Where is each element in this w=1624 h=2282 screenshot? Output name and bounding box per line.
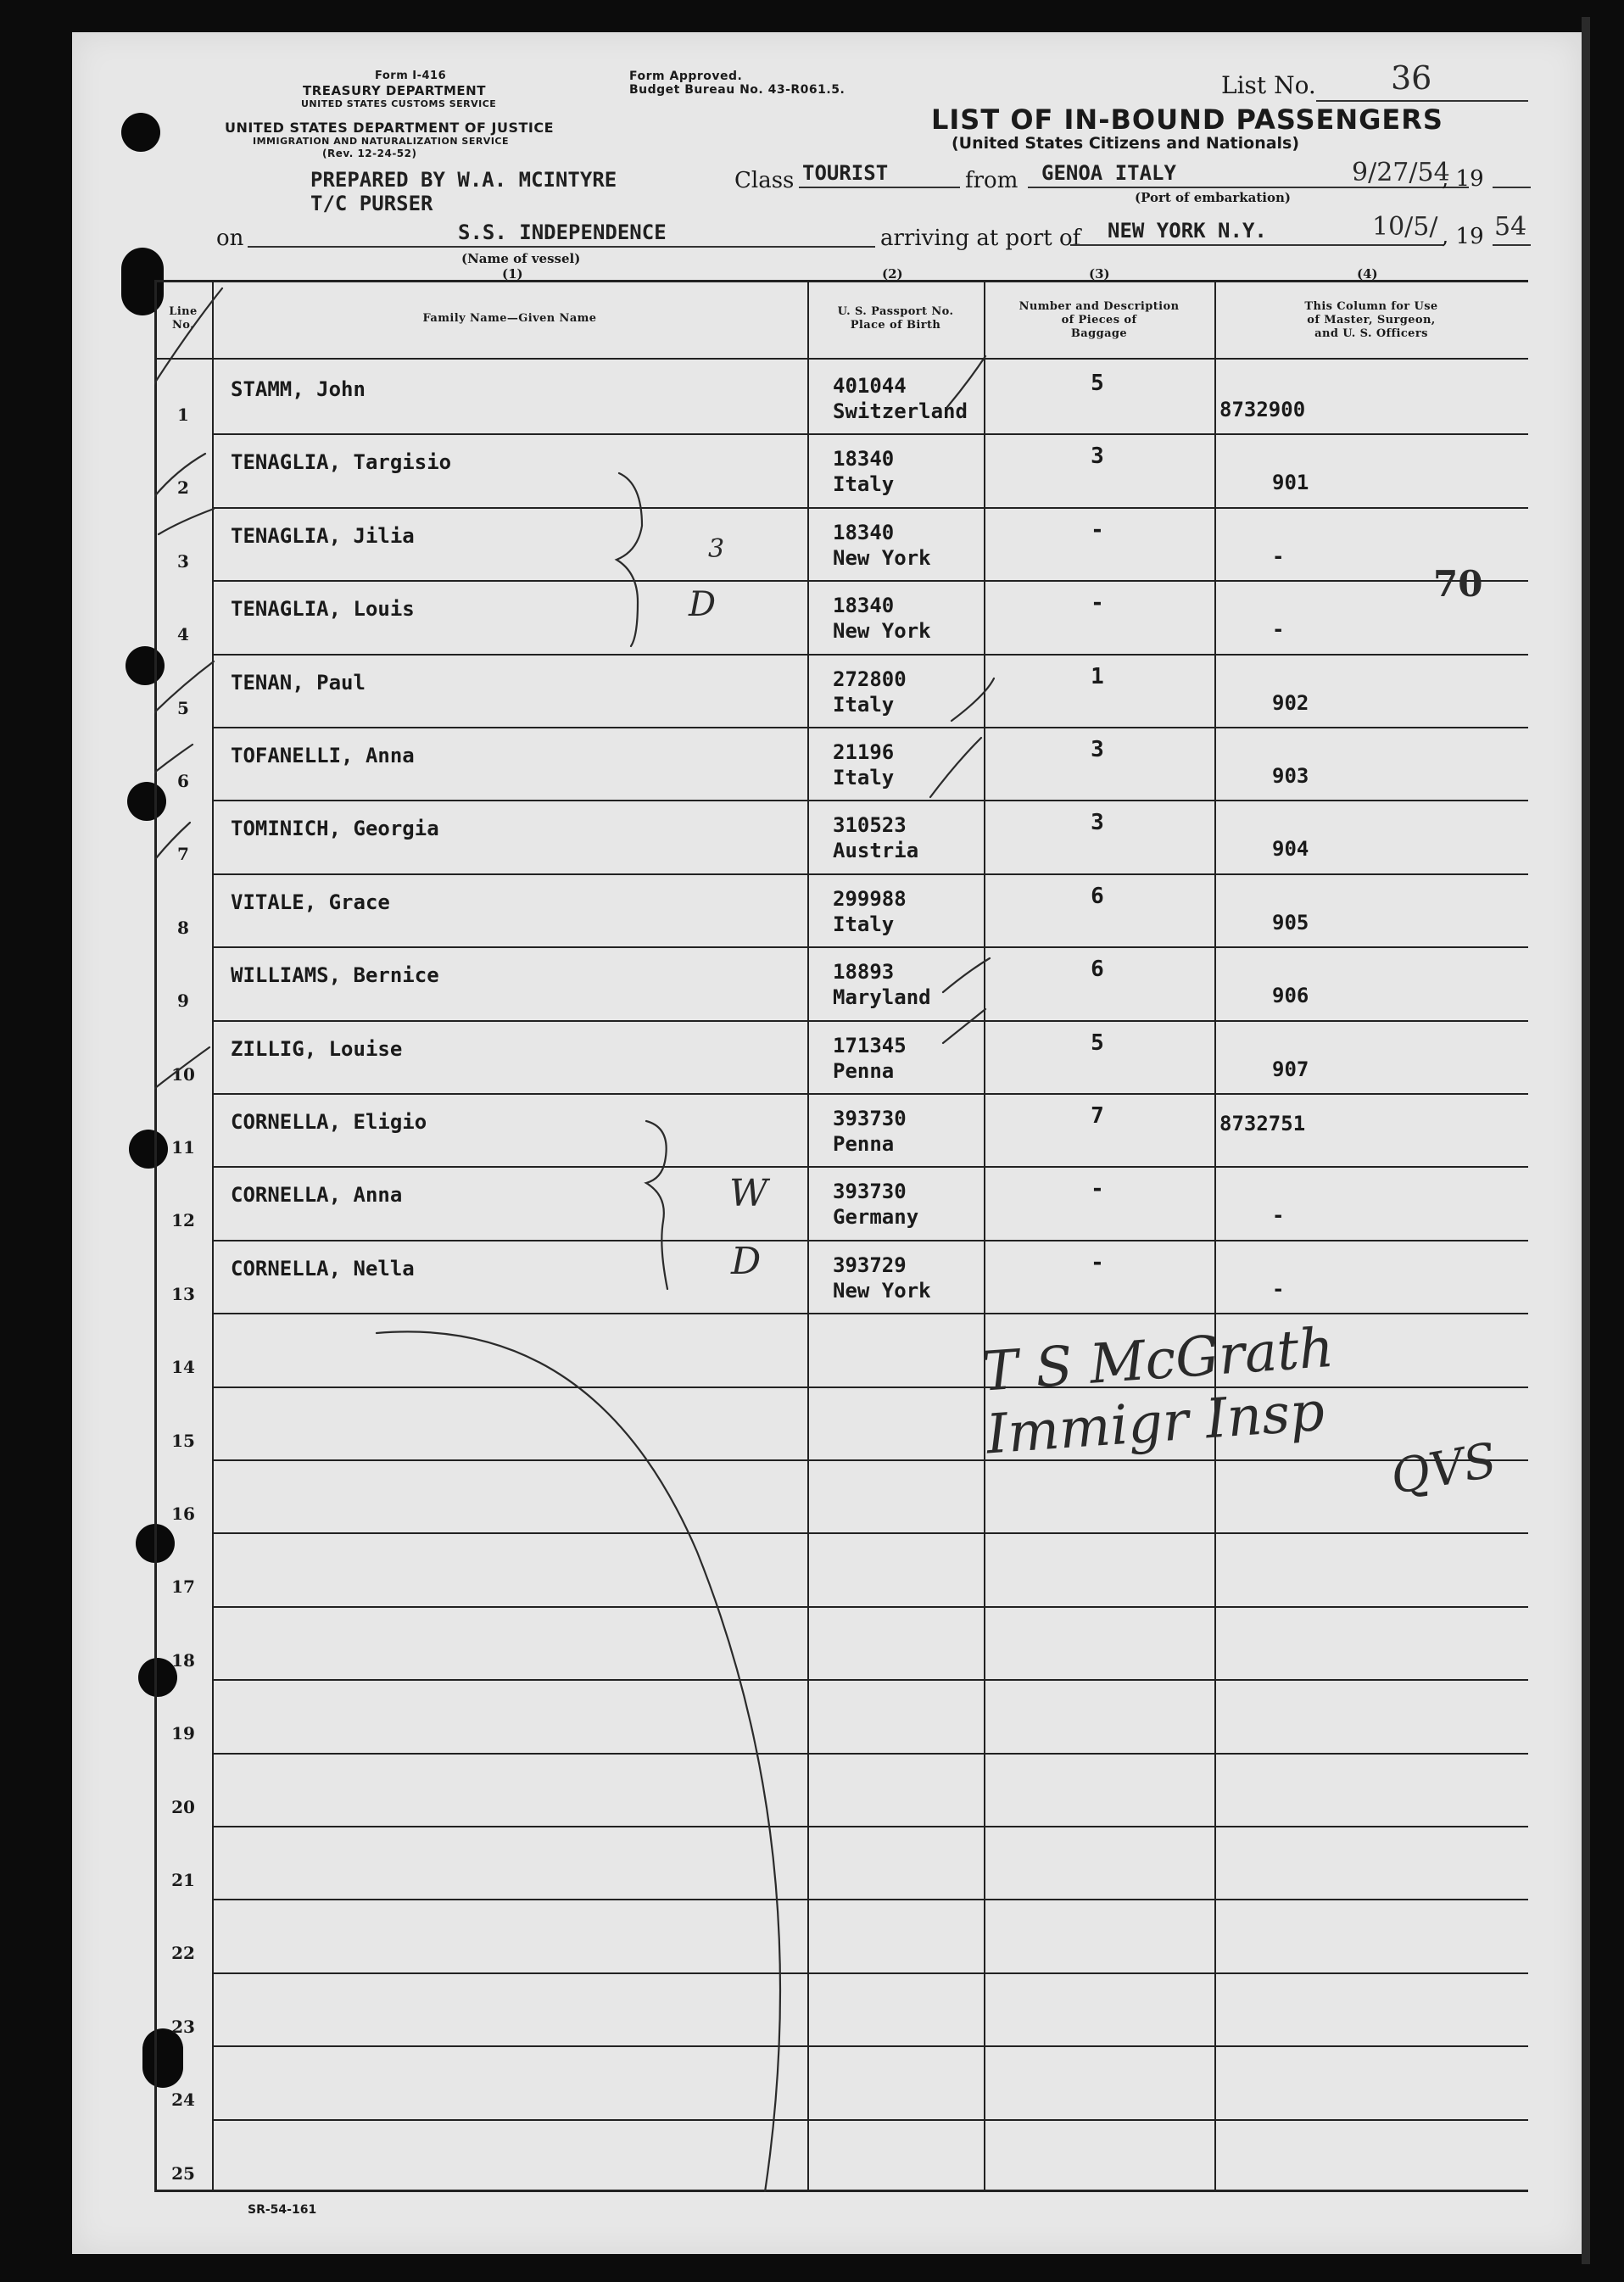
- from-label: from: [965, 168, 1018, 193]
- line-number: 6: [177, 771, 189, 791]
- long-curve: [377, 1331, 780, 2192]
- place-of-birth: Italy: [833, 766, 895, 789]
- line-number: 21: [171, 1870, 195, 1890]
- line-number: 20: [171, 1796, 195, 1817]
- class-label: Class: [734, 168, 795, 193]
- place-of-birth: Italy: [833, 912, 895, 936]
- inspector-signature: T S McGrath Immigr Insp: [979, 1316, 1337, 1467]
- place-of-birth: Switzerland: [833, 399, 968, 423]
- official-number: 906: [1272, 984, 1309, 1008]
- arriving-label: arriving at port of: [880, 226, 1081, 251]
- punch-hole: [121, 113, 160, 152]
- passport-number: 21196: [833, 740, 895, 764]
- official-number: 903: [1272, 764, 1309, 788]
- passenger-name: ZILLIG, Louise: [231, 1036, 403, 1061]
- line-number: 23: [171, 2016, 195, 2037]
- line-number: 3: [177, 550, 189, 572]
- place-of-birth: Penna: [833, 1058, 895, 1083]
- list-no-underline: [1316, 100, 1528, 102]
- margin-note: 70: [1433, 563, 1483, 605]
- on-label: on: [216, 226, 244, 251]
- customs-service: UNITED STATES CUSTOMS SERVICE: [301, 98, 497, 109]
- place-of-birth: Germany: [833, 1205, 919, 1230]
- place-of-birth: Italy: [833, 472, 895, 497]
- page-subtitle: (United States Citizens and Nationals): [952, 134, 1300, 153]
- baggage-count: 3: [1091, 444, 1104, 470]
- official-number: -: [1272, 544, 1285, 568]
- passport-number: 310523: [833, 813, 907, 838]
- form-approved: Form Approved.: [629, 70, 743, 83]
- passport-number: 272800: [833, 667, 907, 691]
- tick-mark: [154, 454, 205, 499]
- header-officers: This Column for Use of Master, Surgeon, and U. S. Officers: [1304, 300, 1438, 340]
- header-passport: U. S. Passport No. Place of Birth: [837, 305, 954, 332]
- port-caption: (Port of embarkation): [1135, 190, 1291, 205]
- passenger-name: TENAN, Paul: [231, 670, 366, 695]
- line-number: 12: [171, 1210, 195, 1231]
- place-of-birth: Penna: [833, 1132, 895, 1156]
- passenger-name: TENAGLIA, Louis: [231, 597, 415, 622]
- passenger-name: WILLIAMS, Bernice: [231, 963, 439, 988]
- official-number: 8732900: [1219, 398, 1306, 421]
- line-number: 22: [171, 1943, 195, 1964]
- passport-number: 171345: [833, 1033, 907, 1057]
- baggage-count: 3: [1091, 810, 1104, 836]
- line-number: 19: [171, 1723, 195, 1744]
- handwritten-marks: [154, 280, 1528, 2192]
- baggage-count: 1: [1091, 663, 1104, 689]
- year-prefix-2: , 19: [1442, 224, 1484, 249]
- place-of-birth: Italy: [833, 692, 895, 717]
- header-line-no: Line No.: [169, 305, 198, 332]
- tick-mark: [154, 1047, 209, 1094]
- place-of-birth: New York: [833, 545, 931, 570]
- baggage-count: -: [1091, 1176, 1104, 1202]
- line-number: 18: [171, 1649, 195, 1671]
- col-num-4: (4): [1357, 266, 1378, 282]
- header-name: Family Name—Given Name: [422, 312, 597, 325]
- line-number: 25: [171, 2162, 195, 2184]
- line-number: 13: [171, 1283, 195, 1304]
- vessel-underline: [248, 246, 875, 248]
- bracket-note-1: 3: [708, 534, 725, 564]
- year-prefix-1: , 19: [1442, 166, 1484, 192]
- line-number: 11: [171, 1137, 195, 1158]
- year-underline-1: [1493, 187, 1531, 188]
- col-num-3: (3): [1089, 266, 1110, 282]
- place-of-birth: Maryland: [833, 985, 931, 1010]
- list-no-value: 36: [1391, 59, 1432, 97]
- page-title: LIST OF IN-BOUND PASSENGERS: [931, 103, 1443, 136]
- passenger-name: TENAGLIA, Jilia: [231, 523, 415, 548]
- arrival-date: 10/5/: [1372, 212, 1438, 242]
- line-number: 14: [171, 1357, 195, 1378]
- baggage-count: 5: [1091, 1029, 1104, 1056]
- line-number: 8: [177, 917, 189, 938]
- baggage-count: 7: [1091, 1103, 1104, 1129]
- line-number: 5: [177, 697, 189, 718]
- passport-number: 401044: [833, 374, 907, 398]
- bracket-note-2: D: [689, 585, 717, 624]
- baggage-count: 5: [1091, 371, 1104, 396]
- footer-code: SR-54-161: [248, 2203, 317, 2217]
- place-of-birth: Austria: [833, 839, 919, 863]
- line-number: 7: [177, 844, 189, 865]
- passport-number: 18893: [833, 960, 895, 985]
- baggage-count: -: [1091, 516, 1104, 543]
- col-num-1: (1): [502, 266, 523, 282]
- class-value: TOURIST: [802, 161, 889, 185]
- tick-mark: [947, 356, 985, 407]
- official-number: 8732751: [1219, 1112, 1306, 1135]
- line-number: 15: [171, 1430, 195, 1451]
- passenger-name: VITALE, Grace: [231, 890, 390, 914]
- year-underline-2: [1493, 244, 1531, 246]
- official-number: 904: [1272, 837, 1309, 862]
- official-number: -: [1272, 617, 1285, 642]
- initials: QVS: [1387, 1432, 1501, 1506]
- line-number: 1: [177, 405, 189, 425]
- budget-bureau: Budget Bureau No. 43-R061.5.: [629, 83, 845, 97]
- official-number: -: [1272, 1203, 1285, 1228]
- official-number: 907: [1272, 1057, 1309, 1081]
- baggage-count: 3: [1091, 737, 1104, 762]
- place-of-birth: New York: [833, 619, 931, 644]
- ins: IMMIGRATION AND NATURALIZATION SERVICE: [253, 136, 510, 147]
- arrival-port: NEW YORK N.Y.: [1108, 219, 1267, 243]
- passenger-name: CORNELLA, Eligio: [231, 1110, 427, 1134]
- passenger-name: TOFANELLI, Anna: [231, 744, 415, 767]
- official-number: 902: [1272, 690, 1309, 715]
- arrival-underline: [1070, 244, 1443, 246]
- tick-mark: [943, 1009, 985, 1043]
- official-number: -: [1272, 1276, 1285, 1301]
- tick-mark: [154, 661, 214, 721]
- from-value: GENOA ITALY: [1041, 161, 1176, 185]
- prepared-by: PREPARED BY W.A. MCINTYRE: [310, 168, 617, 192]
- tick-mark: [159, 509, 214, 534]
- treasury-dept: TREASURY DEPARTMENT: [303, 83, 486, 98]
- passenger-name: CORNELLA, Nella: [231, 1256, 415, 1280]
- departure-date: 9/27/54: [1352, 158, 1450, 187]
- prepared-title: T/C PURSER: [310, 192, 433, 215]
- bracket-note-3: W: [729, 1172, 768, 1215]
- bracket-note-4: D: [731, 1240, 762, 1283]
- col-num-2: (2): [882, 266, 903, 282]
- passport-number: 393730: [833, 1180, 907, 1204]
- passenger-table: [154, 280, 1528, 2192]
- passenger-name: STAMM, John: [231, 377, 366, 401]
- baggage-count: 6: [1091, 883, 1104, 909]
- baggage-count: -: [1091, 1249, 1104, 1275]
- header-baggage: Number and Description of Pieces of Baggage: [1018, 300, 1180, 340]
- tick-mark: [154, 288, 222, 390]
- line-number: 16: [171, 1504, 195, 1524]
- list-no-label: List No.: [1221, 71, 1316, 99]
- passport-number: 18340: [833, 594, 895, 618]
- line-number: 2: [177, 477, 189, 499]
- passenger-name: CORNELLA, Anna: [231, 1183, 403, 1208]
- vessel-caption: (Name of vessel): [461, 251, 581, 266]
- class-underline: [799, 187, 960, 188]
- bracket-mark: [617, 473, 642, 646]
- official-number: 905: [1272, 910, 1309, 935]
- bracket-mark: [646, 1121, 667, 1289]
- tick-mark: [156, 823, 190, 858]
- baggage-count: 6: [1091, 957, 1104, 983]
- arrival-year: 54: [1494, 212, 1527, 242]
- line-number: 10: [171, 1063, 195, 1085]
- baggage-count: -: [1091, 590, 1104, 617]
- passenger-name: TOMINICH, Georgia: [231, 817, 439, 841]
- passport-number: 18340: [833, 520, 895, 544]
- official-number: 901: [1272, 471, 1309, 495]
- passport-number: 393730: [833, 1107, 907, 1130]
- tick-mark: [952, 678, 994, 721]
- passport-number: 299988: [833, 886, 907, 911]
- passport-number: 18340: [833, 447, 895, 471]
- form-number: Form I-416: [375, 70, 447, 82]
- place-of-birth: New York: [833, 1278, 931, 1303]
- vessel-name: S.S. INDEPENDENCE: [458, 220, 667, 244]
- page-edge: [1582, 17, 1590, 2264]
- line-number: 4: [177, 624, 189, 645]
- tick-mark: [154, 745, 193, 776]
- tick-mark: [943, 958, 990, 992]
- passport-number: 393729: [833, 1253, 907, 1277]
- revision: (Rev. 12-24-52): [322, 148, 417, 159]
- line-number: 9: [177, 990, 189, 1012]
- line-number: 24: [171, 2090, 195, 2111]
- passenger-name: TENAGLIA, Targisio: [231, 450, 452, 475]
- line-number: 17: [171, 1576, 195, 1598]
- tick-mark: [930, 738, 981, 797]
- doj: UNITED STATES DEPARTMENT OF JUSTICE: [225, 120, 555, 136]
